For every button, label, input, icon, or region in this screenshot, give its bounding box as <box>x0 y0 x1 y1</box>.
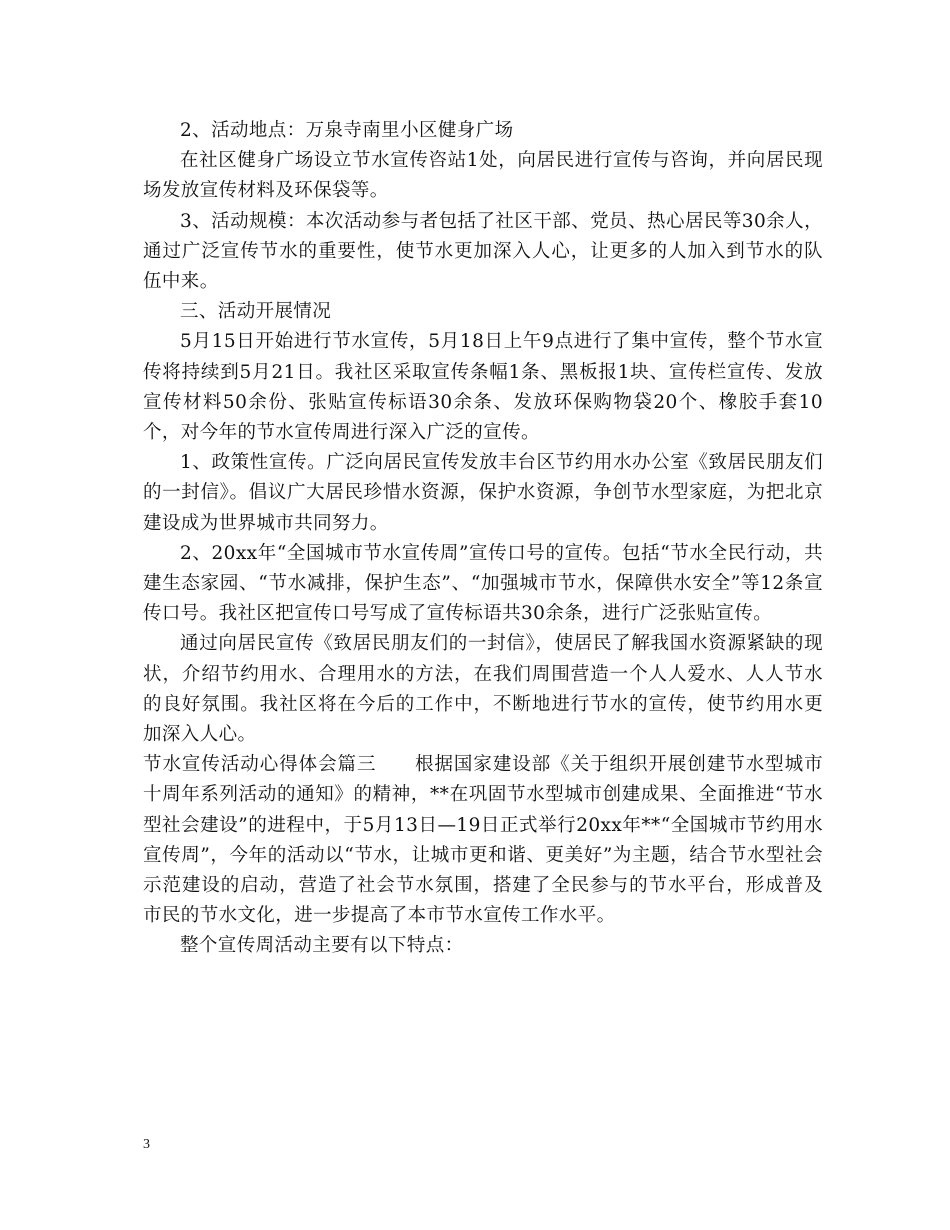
document-body <box>143 116 823 962</box>
section-three <box>143 750 823 931</box>
paragraph-letter-effect: 通过向居民宣传《致居民朋友们的一封信》，使居民了解我国水资源紧缺的现状，介绍节约用水、合理用水的方法，在我们周围营造一个人人爱水、人人节水的良好氛围。我社区将在今后的工作中，不断地进行节水的宣传，使节约用水更加深入人心。 <box>143 633 823 746</box>
paragraph-policy-publicity: 1、政策性宣传。广泛向居民宣传发放丰台区节约用水办公室《致居民朋友们的一封信》。倡议广大居民珍惜水资源，保护水资源，争创节水型家庭，为把北京建设成为世界城市共同努力。 <box>143 452 823 534</box>
paragraph-activity-scale: 3、活动规模：本次活动参与者包括了社区干部、党员、热心居民等30余人，通过广泛宣传节水的重要性，使节水更加深入人心，让更多的人加入到节水的队伍中来。 <box>143 210 823 293</box>
paragraph-features-intro: 整个宣传周活动主要有以下特点： <box>180 935 464 957</box>
paragraph-campaign-schedule: 5月15日开始进行节水宣传，5月18日上午9点进行了集中宣传，整个节水宣传将持续到5月21日。我社区采取宣传条幅1条、黑板报1块、宣传栏宣传、发放宣传材料50余份、张贴宣传标语30余条、发放环保购物袋20个、橡胶手套10个，对今年的节水宣传周进行深入广泛的宣传。 <box>143 331 823 444</box>
paragraph-activity-location: 2、活动地点：万泉寺南里小区健身广场 <box>180 120 514 141</box>
heading-activity-progress: 三、活动开展情况 <box>180 301 332 323</box>
paragraph-consultation-station: 在社区健身广场设立节水宣传咨站1处，向居民进行宣传与咨询，并向居民现场发放宣传材料及环保袋等。 <box>143 150 823 202</box>
section-title: 节水宣传活动心得体会篇三 <box>143 754 377 776</box>
page-number: 3 <box>143 1137 150 1152</box>
section-body: 根据国家建设部《关于组织开展创建节水型城市十周年系列活动的通知》的精神，**在巩固节水型城市创建成果、全面推进“节水型社会建设”的进程中，于5月13日—19日正式举行20xx年**“全国城市节约用水宣传周”，今年的活动以“节水，让城市更和谐、更美好”为主题，结合节水型社会示范建设的启动，营造了社会节水氛围，搭建了全民参与的节水平台，形成普及市民的节水文化，进一步提高了本市节水宣传工作水平。 <box>143 754 823 927</box>
paragraph-slogan-publicity: 2、20xx年“全国城市节水宣传周”宣传口号的宣传。包括“节水全民行动，共建生态家园、“节水减排，保护生态”、“加强城市节水，保障供水安全”等12条宣传口号。我社区把宣传口号写成了宣传标语共30余条，进行广泛张贴宣传。 <box>143 542 823 625</box>
